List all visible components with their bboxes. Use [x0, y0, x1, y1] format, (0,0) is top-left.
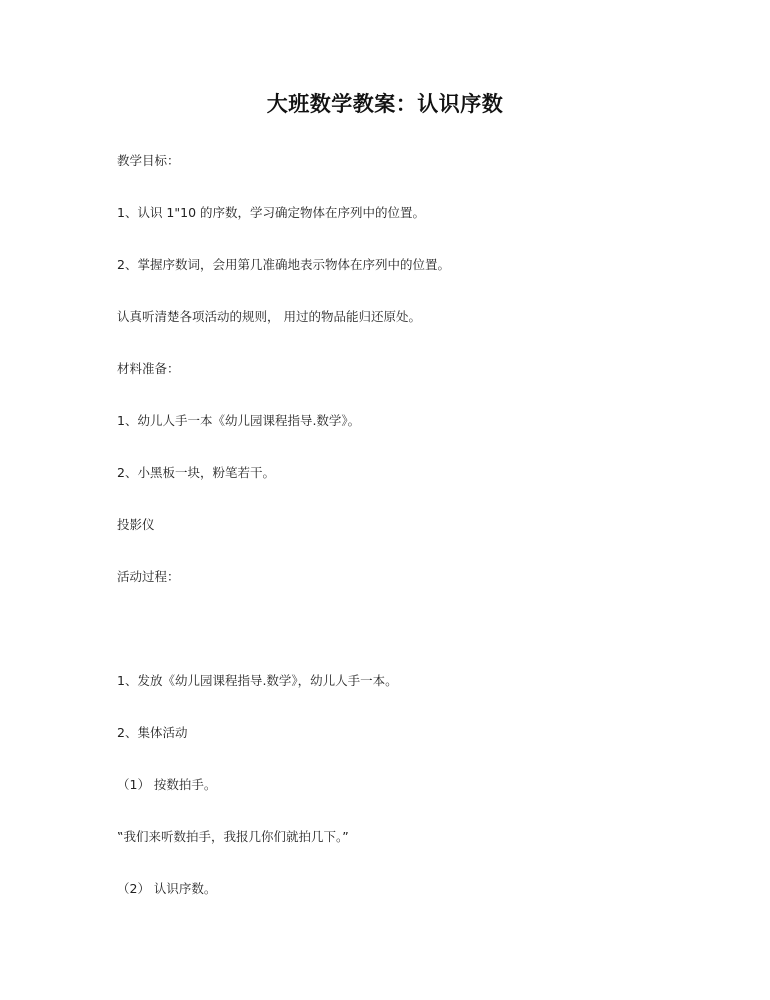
paragraph-step-1: 1、发放《幼儿园课程指导.数学》，幼儿人手一本。: [117, 673, 398, 688]
paragraph-goal-1: 1、认识 1"10 的序数，学习确定物体在序列中的位置。: [117, 205, 426, 220]
paragraph-process-heading: 活动过程：: [117, 569, 180, 584]
paragraph-goal-2: 2、掌握序数词，会用第几准确地表示物体在序列中的位置。: [117, 257, 450, 272]
paragraph-material-3: 投影仪: [117, 517, 155, 532]
paragraph-step-2-1-quote: ‟我们来听数拍手，我报几你们就拍几下。”: [117, 829, 349, 844]
paragraph-goal-3: 认真听清楚各项活动的规则， 用过的物品能归还原处。: [117, 309, 421, 324]
paragraph-step-2-1: （1） 按数拍手。: [117, 777, 217, 792]
paragraph-materials-heading: 材料准备：: [117, 361, 180, 376]
paragraph-teaching-goals-heading: 教学目标：: [117, 153, 180, 168]
paragraph-material-1: 1、幼儿人手一本《幼儿园课程指导.数学》。: [117, 413, 361, 428]
paragraph-material-2: 2、小黑板一块，粉笔若干。: [117, 465, 275, 480]
paragraph-step-2-2: （2） 认识序数。: [117, 881, 217, 896]
paragraph-step-2: 2、集体活动: [117, 725, 188, 740]
document-title: 大班数学教案：认识序数: [266, 91, 504, 116]
